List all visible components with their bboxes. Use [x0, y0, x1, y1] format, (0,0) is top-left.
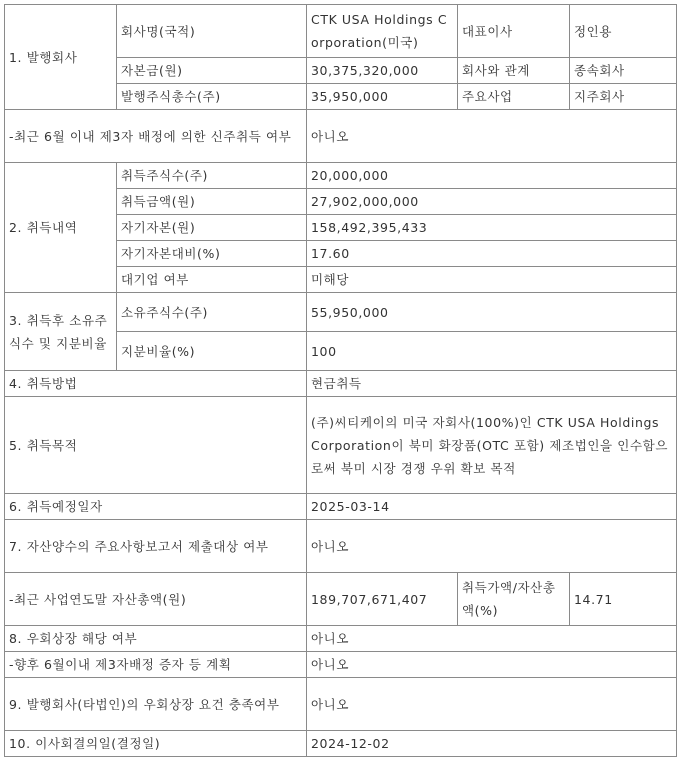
acq-equity-label: 자기자본(원) — [117, 215, 307, 241]
third-party-6m-row — [5, 110, 677, 163]
total-assets-row — [5, 573, 677, 626]
company-name-label: 회사명(국적) — [117, 5, 307, 58]
acq-amount-label: 취득금액(원) — [117, 189, 307, 215]
acq-equity-value: 158,492,395,433 — [307, 215, 677, 241]
acq-ratio-label: 자기자본대비(%) — [117, 241, 307, 267]
acq-large-corp-value: 미해당 — [307, 267, 677, 293]
future-plan-value: 아니오 — [307, 652, 677, 678]
issuer-label: 1. 발행회사 — [5, 5, 117, 110]
backdoor-listing-row — [5, 626, 677, 652]
capital-value: 30,375,320,000 — [307, 58, 458, 84]
major-report-value: 아니오 — [307, 520, 677, 573]
expected-date-label: 6. 취득예정일자 — [5, 494, 307, 520]
third-party-6m-label: -최근 6월 이내 제3자 배정에 의한 신주취득 여부 — [5, 110, 307, 163]
board-resolution-label: 10. 이사회결의일(결정일) — [5, 731, 307, 757]
third-party-6m-value: 아니오 — [307, 110, 677, 163]
relation-label: 회사와 관계 — [458, 58, 570, 84]
after-acq-row-owned — [5, 293, 677, 332]
major-report-label: 7. 자산양수의 주요사항보고서 제출대상 여부 — [5, 520, 307, 573]
ceo-label: 대표이사 — [458, 5, 570, 58]
purpose-value: (주)씨티케이의 미국 자회사(100%)인 CTK USA Holdings Corporation이 북미 화장품(OTC 포함) 제조법인을 인수함으로써 북미 시장 경쟁 우위 확보 목적 — [307, 397, 677, 494]
backdoor-requirements-label: 9. 발행회사(타법인)의 우회상장 요건 충족여부 — [5, 678, 307, 731]
method-label: 4. 취득방법 — [5, 371, 307, 397]
acquisition-row-shares — [5, 163, 677, 189]
business-value: 지주회사 — [570, 84, 677, 110]
purpose-row — [5, 397, 677, 494]
major-report-row — [5, 520, 677, 573]
method-value: 현금취득 — [307, 371, 677, 397]
expected-date-value: 2025-03-14 — [307, 494, 677, 520]
stake-label: 지분비율(%) — [117, 332, 307, 371]
after-acq-label: 3. 취득후 소유주식수 및 지분비율 — [5, 293, 117, 371]
method-row — [5, 371, 677, 397]
issuer-row-company — [5, 5, 677, 58]
future-plan-row — [5, 652, 677, 678]
ceo-value: 정인용 — [570, 5, 677, 58]
total-assets-value: 189,707,671,407 — [307, 573, 458, 626]
future-plan-label: -향후 6월이내 제3자배정 증자 등 계획 — [5, 652, 307, 678]
backdoor-requirements-value: 아니오 — [307, 678, 677, 731]
shares-issued-value: 35,950,000 — [307, 84, 458, 110]
asset-ratio-value: 14.71 — [570, 573, 677, 626]
acq-shares-label: 취득주식수(주) — [117, 163, 307, 189]
asset-ratio-label: 취득가액/자산총액(%) — [458, 573, 570, 626]
acq-ratio-value: 17.60 — [307, 241, 677, 267]
owned-shares-label: 소유주식수(주) — [117, 293, 307, 332]
company-name-value: CTK USA Holdings Corporation(미국) — [307, 5, 458, 58]
acq-large-corp-label: 대기업 여부 — [117, 267, 307, 293]
relation-value: 종속회사 — [570, 58, 677, 84]
purpose-label: 5. 취득목적 — [5, 397, 307, 494]
shares-issued-label: 발행주식총수(주) — [117, 84, 307, 110]
board-resolution-value: 2024-12-02 — [307, 731, 677, 757]
acquisition-label: 2. 취득내역 — [5, 163, 117, 293]
backdoor-requirements-row — [5, 678, 677, 731]
acq-amount-value: 27,902,000,000 — [307, 189, 677, 215]
capital-label: 자본금(원) — [117, 58, 307, 84]
owned-shares-value: 55,950,000 — [307, 293, 677, 332]
total-assets-label: -최근 사업연도말 자산총액(원) — [5, 573, 307, 626]
backdoor-listing-label: 8. 우회상장 해당 여부 — [5, 626, 307, 652]
board-resolution-row — [5, 731, 677, 757]
acquisition-disclosure-table — [4, 4, 677, 757]
acq-shares-value: 20,000,000 — [307, 163, 677, 189]
backdoor-listing-value: 아니오 — [307, 626, 677, 652]
stake-value: 100 — [307, 332, 677, 371]
expected-date-row — [5, 494, 677, 520]
business-label: 주요사업 — [458, 84, 570, 110]
